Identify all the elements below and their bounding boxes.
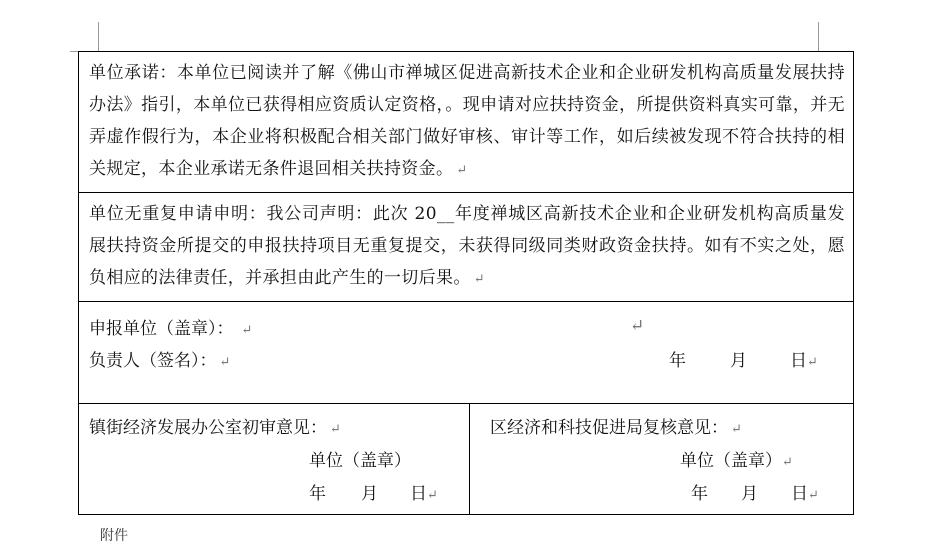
paragraph-mark: ↵: [630, 316, 645, 336]
district-review-label: 区经济和科技促进局复核意见：: [490, 418, 728, 438]
paragraph-mark: ↵: [808, 488, 819, 503]
district-unit-seal: 单位（盖章）: [680, 451, 782, 471]
paragraph-mark: ↵: [219, 355, 231, 370]
commitment-cell[interactable]: [79, 52, 853, 192]
town-review-label: 镇街经济发展办公室初审意见：: [89, 418, 327, 438]
crop-mark-top-left-vertical: [98, 22, 99, 52]
paragraph-mark: ↵: [456, 163, 468, 178]
town-date-year: 年: [309, 484, 326, 504]
paragraph-mark: ↵: [427, 488, 438, 503]
applicant-date-day: 日: [790, 351, 807, 371]
paragraph-mark: ↵: [330, 422, 341, 437]
declaration-text: 单位无重复申请申明：我公司声明：此次 20__年度禅城区高新技术企业和企业研发机构高质量发展扶持资金所提交的申报扶持项目无重复提交，未获得同级同类财政资金扶持。如有不实之处，愿负相应的法律责任，并承担由此产生的一切后果。: [89, 204, 845, 288]
crop-mark-top-right-vertical: [818, 22, 819, 52]
town-unit-seal: 单位（盖章）: [309, 451, 411, 471]
district-date-day-line: [791, 479, 819, 504]
paragraph-mark: ↵: [731, 422, 742, 437]
application-form-table: [78, 51, 854, 515]
review-row: [79, 404, 853, 514]
declaration-row: [79, 193, 853, 302]
applicant-date-year: 年: [669, 351, 686, 371]
applicant-unit-label: 申报单位（盖章）：: [89, 319, 234, 339]
district-date-month: 月: [741, 484, 758, 504]
district-review-cell[interactable]: [470, 404, 853, 514]
town-review-cell[interactable]: [79, 404, 470, 514]
district-date-day: 日: [791, 484, 808, 504]
district-review-line: [490, 413, 742, 438]
applicant-person-label: 负责人（签名）：: [89, 351, 217, 371]
applicant-unit-line: [89, 314, 252, 339]
town-review-line: [89, 413, 341, 438]
applicant-signature-row[interactable]: [79, 302, 853, 404]
paragraph-mark: ↵: [807, 355, 818, 370]
commitment-row: [79, 52, 853, 193]
commitment-text: 单位承诺：本单位已阅读并了解《佛山市禅城区促进高新技术企业和企业研发机构高质量发展扶持办法》指引，本单位已获得相应资质认定资格，。现申请对应扶持资金，所提供资料真实可靠，并无弄虚作假行为，本企业将积极配合相关部门做好审核、审计等工作，如后续被发现不符合扶持的相关规定，本企业承诺无条件退回相关扶持资金。: [89, 63, 845, 179]
applicant-date-month: 月: [730, 351, 747, 371]
applicant-person-line: [89, 346, 230, 371]
paragraph-mark: ↵: [473, 272, 485, 287]
applicant-date-day-line: [790, 346, 818, 371]
town-date-month: 月: [361, 484, 378, 504]
paragraph-mark: ↵: [782, 455, 793, 470]
footer-partial-text: 附件: [100, 528, 128, 544]
district-unit-seal-line: [680, 446, 793, 471]
declaration-cell[interactable]: [79, 193, 853, 301]
town-date-day: 日: [410, 484, 427, 504]
district-date-year: 年: [691, 484, 708, 504]
town-date-day-line: [410, 479, 438, 504]
paragraph-mark: ↵: [241, 323, 253, 338]
